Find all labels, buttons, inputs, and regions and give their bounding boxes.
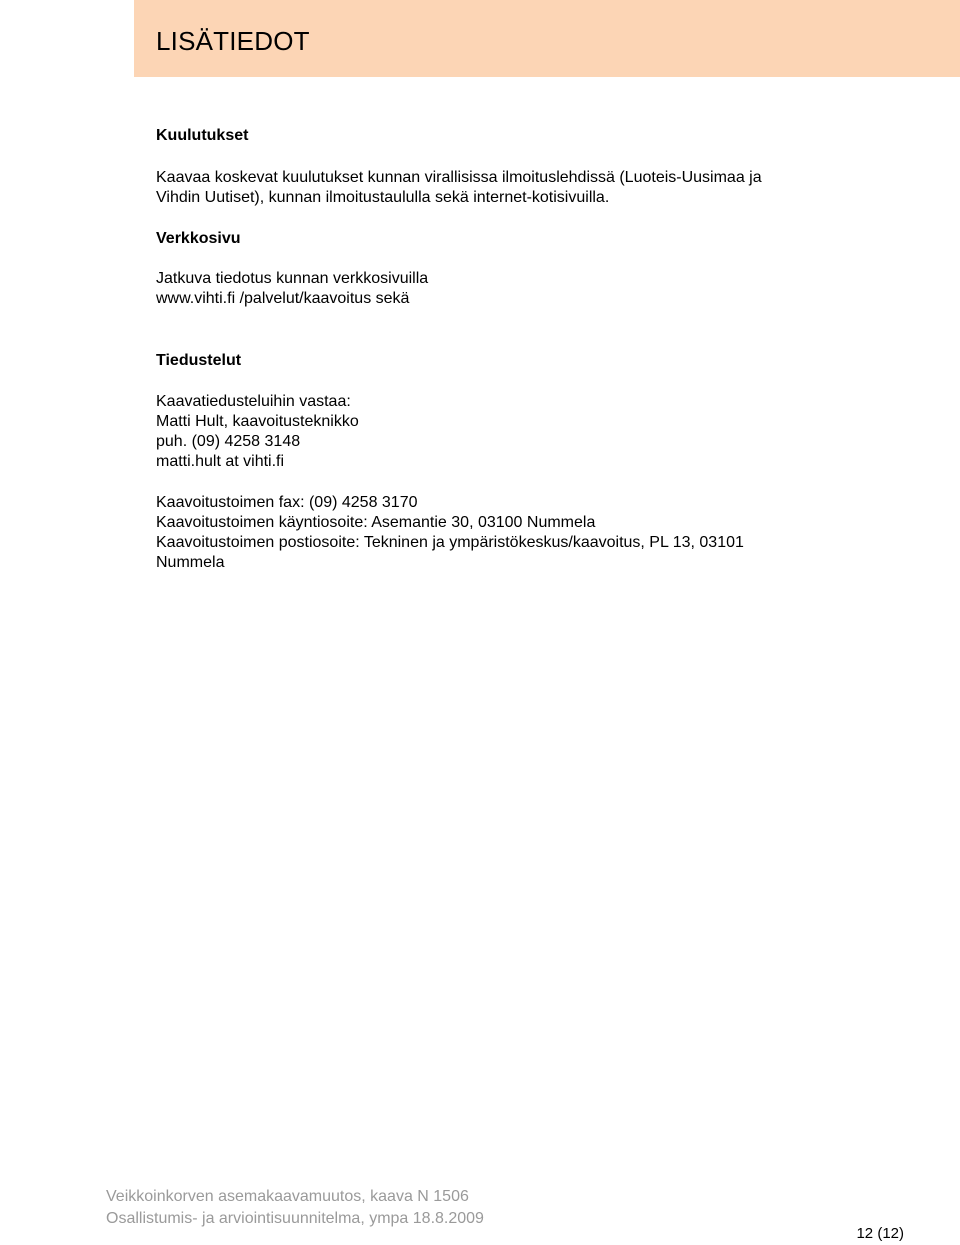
office-visit-address: Kaavoitustoimen käyntiosoite: Asemantie 30, 03100 Nummela	[156, 514, 596, 531]
footer-doc-title: Veikkoinkorven asemakaavamuutos, kaava N 1506	[106, 1188, 469, 1205]
office-fax: Kaavoitustoimen fax: (09) 4258 3170	[156, 494, 418, 511]
kuulutukset-line-1: Kaavaa koskevat kuulutukset kunnan virallisissa ilmoituslehdissä (Luoteis-Uusimaa ja	[156, 169, 762, 186]
contact-line: Matti Hult, kaavoitusteknikko	[156, 413, 359, 430]
office-postal-address-cont: Nummela	[156, 554, 225, 571]
footer-doc-subtitle: Osallistumis- ja arviointisuunnitelma, ympa 18.8.2009	[106, 1210, 484, 1227]
contact-line: Kaavatiedusteluihin vastaa:	[156, 393, 351, 410]
contact-phone: puh. (09) 4258 3148	[156, 433, 301, 450]
section-verkkosivu	[156, 229, 856, 309]
footer	[106, 1186, 484, 1230]
heading-tiedustelut: Tiedustelut	[156, 352, 242, 369]
heading-verkkosivu: Verkkosivu	[156, 230, 241, 247]
office-postal-address: Kaavoitustoimen postiosoite: Tekninen ja ympäristökeskus/kaavoitus, PL 13, 03101	[156, 534, 744, 551]
heading-kuulutukset: Kuulutukset	[156, 127, 249, 144]
kuulutukset-line-2: Vihdin Uutiset), kunnan ilmoitustaululla sekä internet-kotisivuilla.	[156, 189, 610, 206]
verkkosivu-line-1: Jatkuva tiedotus kunnan verkkosivuilla	[156, 270, 429, 287]
verkkosivu-link-line: www.vihti.fi /palvelut/kaavoitus sekä	[156, 290, 410, 307]
page-number: 12 (12)	[856, 1225, 904, 1242]
section-kuulutukset	[156, 126, 856, 208]
page-title: LISÄTIEDOT	[156, 26, 310, 56]
contact-email: matti.hult at vihti.fi	[156, 453, 285, 470]
section-tiedustelut	[156, 351, 856, 573]
